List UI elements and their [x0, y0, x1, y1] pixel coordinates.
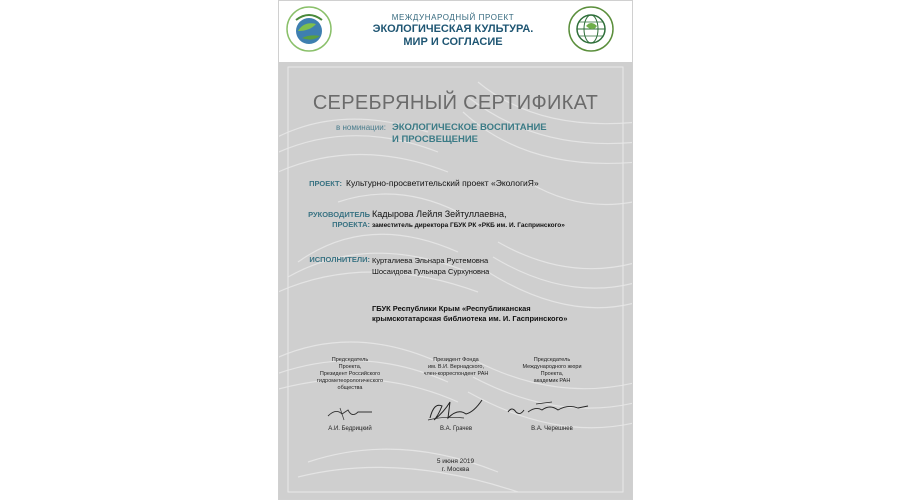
signatory-1-line-2: Проекта, — [338, 364, 362, 370]
performer-2: Шосаидова Гульнара Сурхуновна — [372, 267, 490, 276]
project-kicker: МЕЖДУНАРОДНЫЙ ПРОЕКТ — [391, 13, 515, 22]
leader-label-line-1: РУКОВОДИТЕЛЬ — [308, 210, 370, 219]
nomination-line-2: И ПРОСВЕЩЕНИЕ — [392, 134, 478, 145]
signatory-2-line-1: Президент Фонда — [433, 357, 479, 363]
signatory-1-line-4: гидрометеорологического — [316, 378, 384, 384]
project-title-line-2: МИР И СОГЛАСИЕ — [403, 36, 503, 48]
project-label: ПРОЕКТ: — [309, 179, 342, 188]
performer-1: Курталиева Эльнара Рустемовна — [372, 256, 489, 265]
nomination-label: в номинации: — [336, 123, 386, 132]
certificate-title: СЕРЕБРЯНЫЙ СЕРТИФИКАТ — [312, 92, 599, 114]
signatory-3-line-2: Международного жюри — [522, 364, 582, 370]
signatory-1-name: А.И. Бедрицкий — [328, 426, 372, 432]
nomination-line-1: ЭКОЛОГИЧЕСКОЕ ВОСПИТАНИЕ — [392, 122, 547, 133]
signatory-2-line-2: им. В.И. Вернадского, — [428, 364, 484, 370]
signatory-3-line-1: Председатель — [533, 357, 571, 363]
signatory-3-line-4: академик РАН — [533, 378, 571, 384]
project-title-line-1: ЭКОЛОГИЧЕСКАЯ КУЛЬТУРА. — [372, 23, 534, 35]
signatory-3-line-3: Проекта, — [540, 371, 564, 377]
issue-date: 5 июня 2019 — [436, 458, 475, 465]
signatory-2-line-3: член-корреспондент РАН — [423, 371, 489, 377]
project-value: Культурно-просветительский проект «ЭкологиЯ» — [346, 178, 539, 188]
signatory-3-name: В.А. Черешнев — [531, 426, 573, 432]
issue-city: г. Москва — [441, 466, 470, 473]
certificate — [278, 0, 633, 500]
performers-label: ИСПОЛНИТЕЛИ: — [309, 255, 370, 264]
organization-line-1: ГБУК Республики Крым «Республиканская — [372, 304, 531, 313]
signatory-1-line-1: Председатель — [331, 357, 369, 363]
certificate-frame — [278, 0, 633, 500]
leader-role: заместитель директора ГБУК РК «РКБ им. И. Гаспринского» — [372, 222, 565, 229]
signatory-1-line-5: общества — [337, 385, 363, 391]
leader-label-line-2: ПРОЕКТА: — [332, 220, 370, 229]
signatory-1-line-3: Президент Российского — [319, 371, 381, 377]
leader-name: Кадырова Лейля Зейтуллаевна, — [372, 209, 507, 219]
signatory-2-name: В.А. Грачев — [439, 426, 473, 432]
organization-line-2: крымскотатарская библиотека им. И. Гаспринского» — [372, 314, 568, 323]
